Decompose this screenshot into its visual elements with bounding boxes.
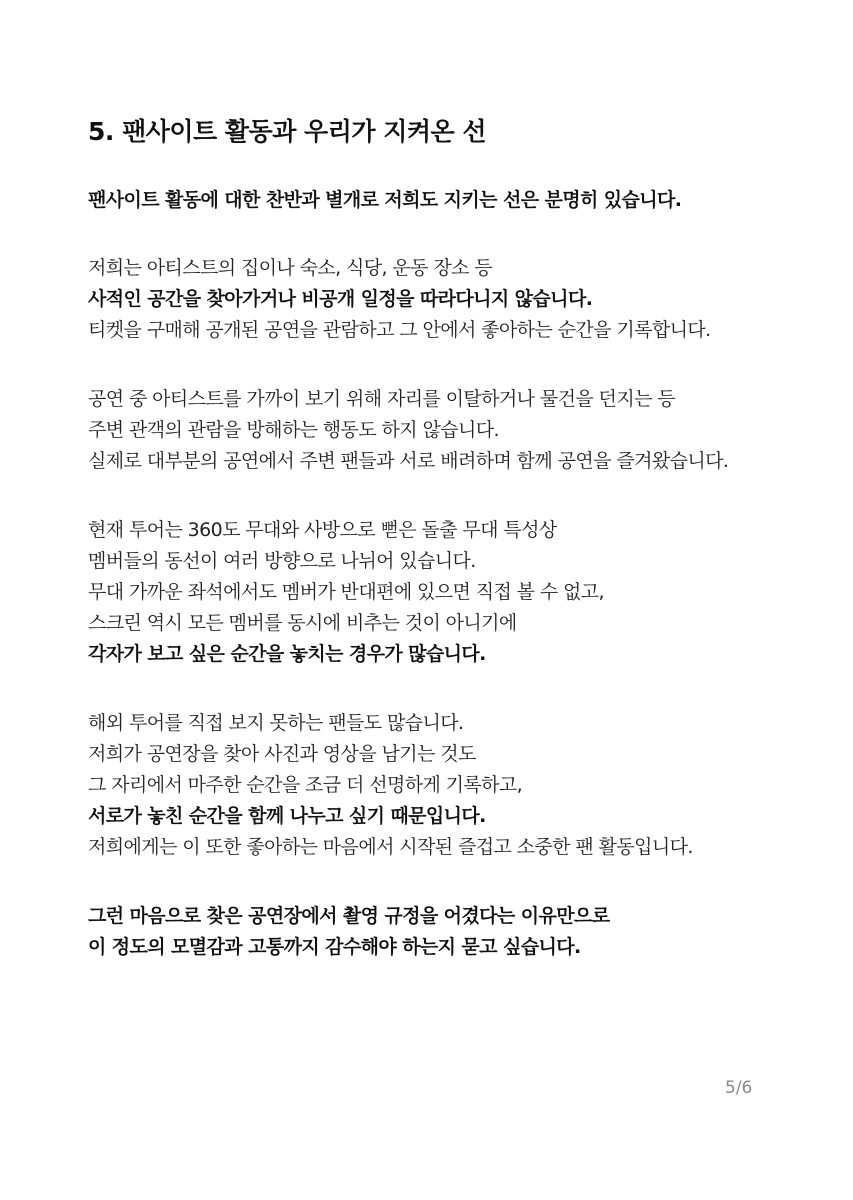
document-page [88, 112, 808, 1001]
lead-statement: 팬사이트 활동에 대한 찬반과 별개로 저희도 지키는 선은 분명히 있습니다. [88, 189, 682, 211]
emphasized-line: 각자가 보고 싶은 순간을 놓치는 경우가 많습니다. [88, 643, 486, 665]
text-line: 스크린 역시 모든 멤버를 동시에 비추는 것이 아니기에 [88, 612, 517, 634]
text-line: 그 자리에서 마주한 순간을 조금 더 선명하게 기록하고, [88, 774, 523, 796]
body-paragraphs [88, 253, 808, 963]
text-line: 저희가 공연장을 찾아 사진과 영상을 남기는 것도 [88, 743, 476, 765]
text-line: 무대 가까운 좌석에서도 멤버가 반대편에 있으면 직접 볼 수 없고, [88, 581, 605, 603]
paragraph [88, 384, 808, 477]
text-line: 주변 관객의 관람을 방해하는 행동도 하지 않습니다. [88, 419, 499, 441]
emphasized-line: 서로가 놓친 순간을 함께 나누고 싶기 때문입니다. [88, 805, 486, 827]
text-line: 저희는 아티스트의 집이나 숙소, 식당, 운동 장소 등 [88, 257, 493, 279]
text-line: 해외 투어를 직접 보지 못하는 팬들도 많습니다. [88, 712, 464, 734]
paragraph [88, 708, 808, 863]
emphasized-line: 그런 마음으로 찾은 공연장에서 촬영 규정을 어겼다는 이유만으로 [88, 905, 610, 927]
emphasized-line: 이 정도의 모멸감과 고통까지 감수해야 하는지 묻고 싶습니다. [88, 936, 581, 958]
paragraph [88, 515, 808, 670]
text-line: 멤버들의 동선이 여러 방향으로 나뉘어 있습니다. [88, 550, 476, 572]
text-line: 실제로 대부분의 공연에서 주변 팬들과 서로 배려하며 함께 공연을 즐겨왔습니다. [88, 450, 729, 472]
text-line: 티켓을 구매해 공개된 공연을 관람하고 그 안에서 좋아하는 순간을 기록합니다. [88, 319, 711, 341]
paragraph [88, 901, 808, 963]
paragraph [88, 253, 808, 346]
text-line: 현재 투어는 360도 무대와 사방으로 뻗은 돌출 무대 특성상 [88, 519, 557, 541]
page-number: 5/6 [725, 1078, 753, 1098]
text-line: 공연 중 아티스트를 가까이 보기 위해 자리를 이탈하거나 물건을 던지는 등 [88, 388, 676, 410]
text-line: 저희에게는 이 또한 좋아하는 마음에서 시작된 즐겁고 소중한 팬 활동입니다. [88, 836, 693, 858]
emphasized-line: 사적인 공간을 찾아가거나 비공개 일정을 따라다니지 않습니다. [88, 288, 593, 310]
section-heading: 5. 팬사이트 활동과 우리가 지켜온 선 [88, 117, 487, 146]
